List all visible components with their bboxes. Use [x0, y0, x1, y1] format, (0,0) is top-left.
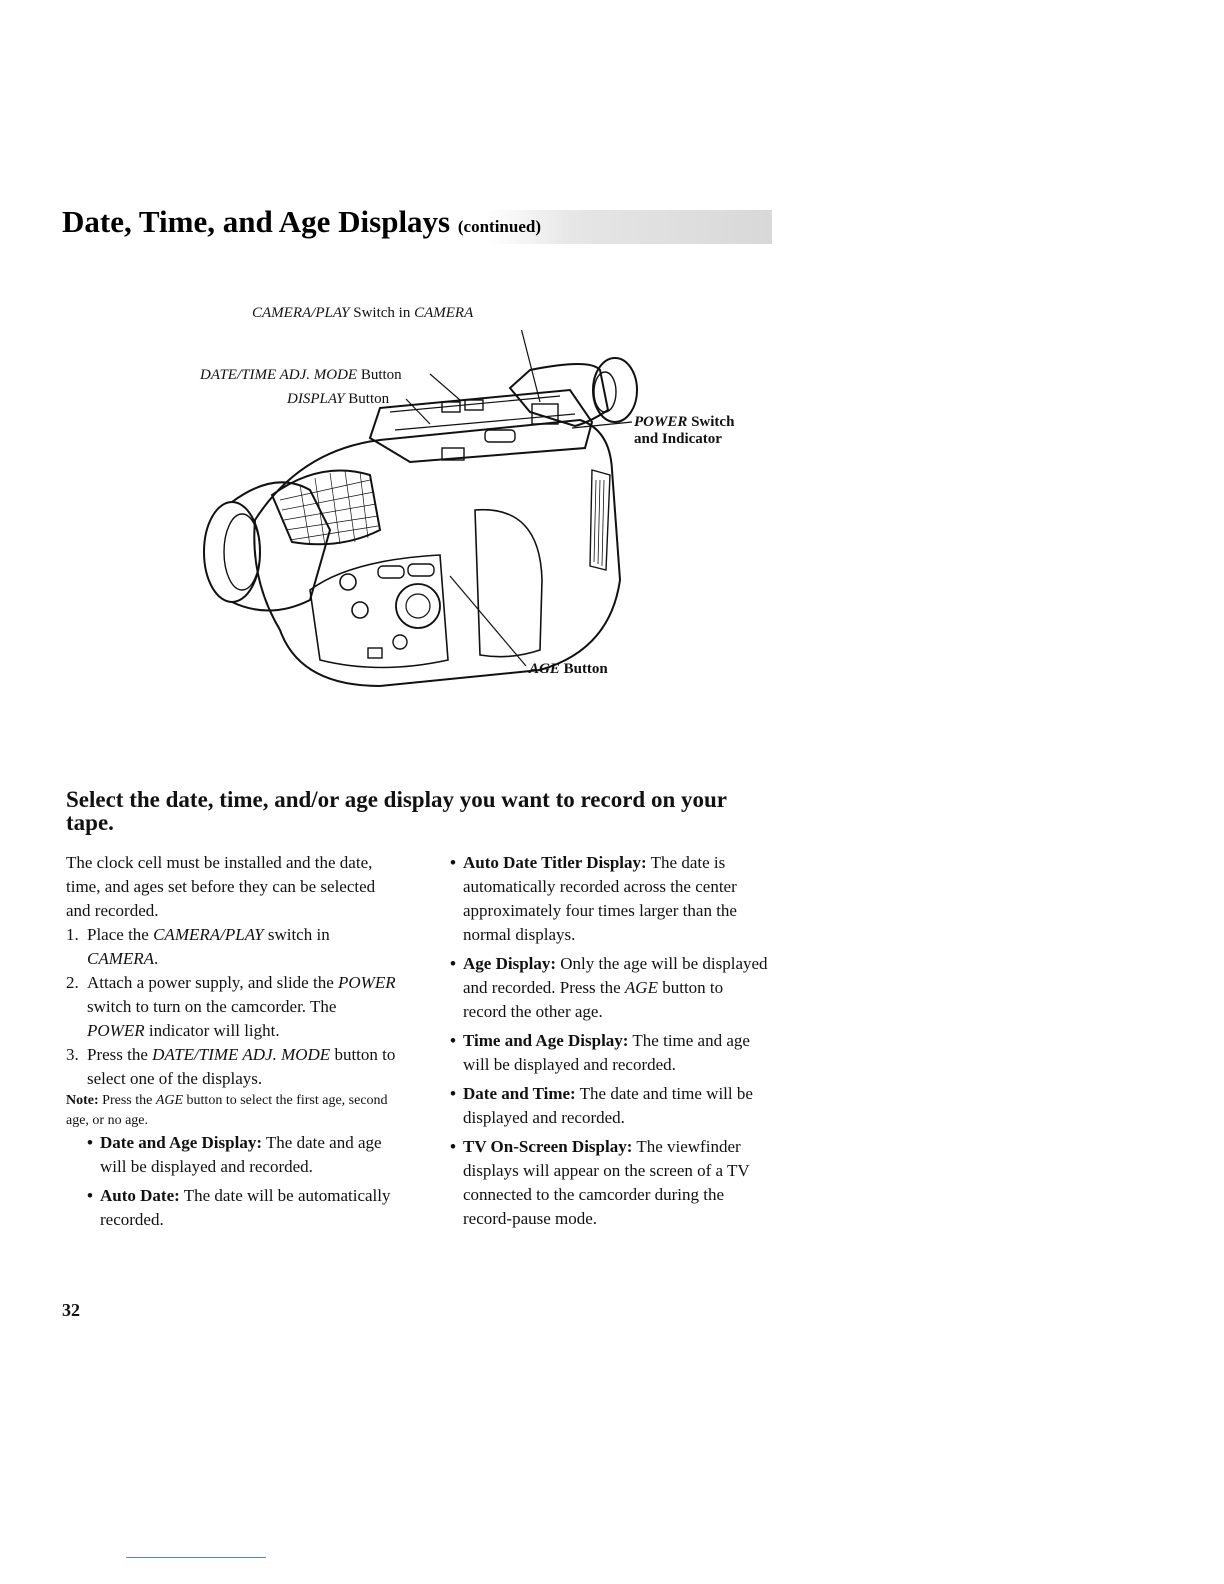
intro-paragraph: The clock cell must be installed and the date, time, and ages set before they can be selected and recorded. [66, 853, 376, 920]
footer-rule [126, 1557, 266, 1558]
cassette-door [475, 510, 542, 657]
self-timer-button[interactable] [368, 648, 382, 658]
leader-camera-play [520, 330, 540, 402]
list-item-auto-date-titler: • Auto Date Titler Display: The date is automatically recorded across the center approximately four times larger than the normal displays. [450, 853, 737, 944]
note: Note: Press the AGE button to select the first age, second age, or no age. [66, 1093, 388, 1128]
callout-date-time-adj-button: DATE/TIME ADJ. MODE Button [200, 367, 402, 383]
callout-age-button: AGE Button [529, 661, 608, 677]
list-item-tv-on-screen: • TV On-Screen Display: The viewfinder displays will appear on the screen of a TV connected to the camcorder during the record-pause mode. [450, 1137, 750, 1228]
viewfinder-eyecup [593, 358, 637, 422]
age-button[interactable] [393, 635, 407, 649]
list-item-time-age-display: • Time and Age Display: The time and age will be displayed and recorded. [450, 1031, 750, 1074]
left-column [66, 851, 396, 1237]
lens-front [204, 502, 260, 602]
step-2: 2. Attach a power supply, and slide the POWER switch to turn on the camcorder. The POWER indicator will light. [66, 973, 396, 1040]
callout-display-button: DISPLAY Button [287, 391, 390, 407]
leader-age [450, 576, 526, 666]
lens-barrel [232, 482, 330, 610]
section-heading: Select the date, time, and/or age display you want to record on your tape. [66, 787, 727, 835]
leader-date-time-adj [430, 374, 460, 400]
step-3: 3. Press the DATE/TIME ADJ. MODE button to select one of the displays. [66, 1045, 396, 1088]
page-number: 32 [62, 1300, 80, 1320]
camcorder-illustration [180, 330, 780, 720]
list-item-auto-date: • Auto Date: The date will be automatically recorded. [87, 1186, 391, 1229]
list-item-date-time: • Date and Time: The date and time will be displayed and recorded. [450, 1084, 753, 1127]
control-deck [370, 390, 592, 462]
callout-power-switch: POWER Switch and Indicator [634, 414, 735, 447]
right-column [450, 851, 770, 1236]
fader-button[interactable] [352, 602, 368, 618]
callout-camera-play-switch: CAMERA/PLAY Switch in CAMERA [252, 305, 474, 321]
step-1: 1. Place the CAMERA/PLAY switch in CAMERA. [66, 925, 330, 968]
side-panel [310, 555, 448, 668]
page-title: Date, Time, and Age Displays (continued) [62, 204, 541, 239]
auto-button[interactable] [340, 574, 356, 590]
scene-select-dial[interactable] [396, 584, 440, 628]
continued-label: (continued) [457, 217, 541, 236]
list-item-date-age-display: • Date and Age Display: The date and age will be displayed and recorded. [87, 1133, 382, 1176]
list-item-age-display: • Age Display: Only the age will be displayed and recorded. Press the AGE button to record the other age. [450, 954, 768, 1021]
